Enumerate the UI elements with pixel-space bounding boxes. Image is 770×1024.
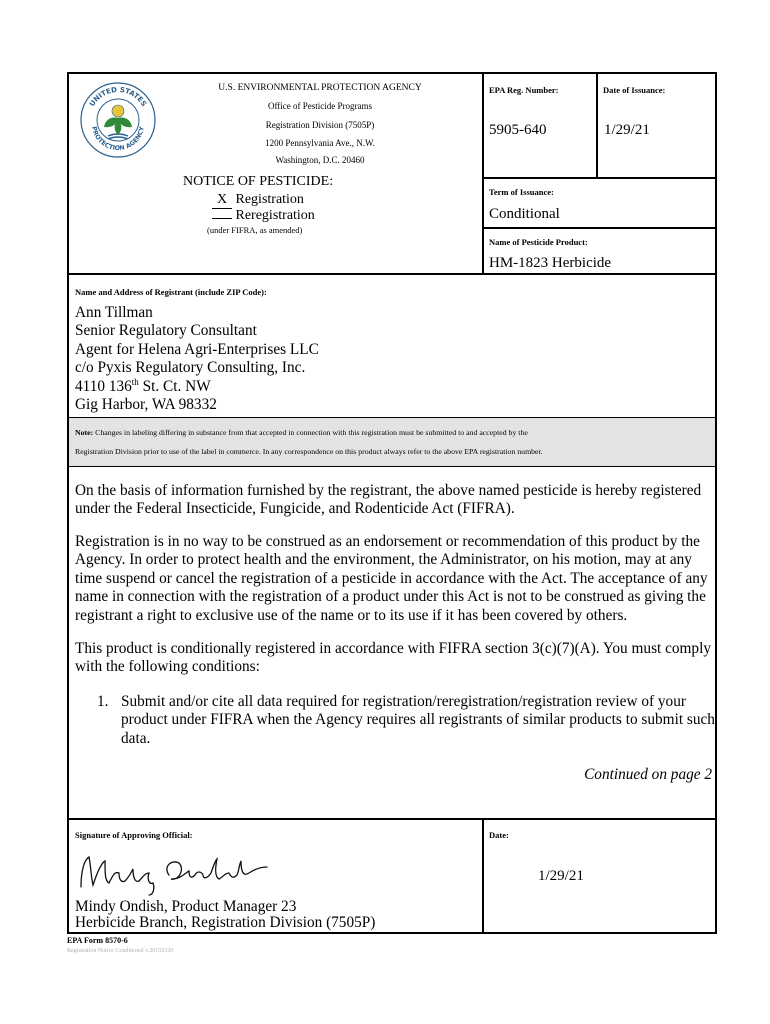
registration-mark: X <box>212 192 232 209</box>
notice-subtitle: (under FIFRA, as amended) <box>207 225 303 235</box>
agency-street: 1200 Pennsylvania Ave., N.W. <box>265 138 375 148</box>
reregistration-option-label: Reregistration <box>235 208 315 223</box>
term-label: Term of Issuance: <box>489 187 554 197</box>
condition-number: 1. <box>97 693 109 710</box>
signature-divider <box>482 818 484 934</box>
reregistration-option <box>212 208 315 224</box>
registrant-name: Ann Tillman <box>75 304 153 321</box>
form-number: EPA Form 8570-6 <box>67 936 128 945</box>
handwritten-signature <box>75 845 275 897</box>
body-paragraph-2: Registration is in no way to be construed as an endorsement or recommendation of this product by the Agency. In order to protect health and the environment, the Administrator, on his motion, may at any time suspend or cancel the registration of a pesticide in accordance with the Act. The acceptance of any name in connection with the registration of a product under this Act is not to be construed as giving the registrant a right to exclusive use of the name or to its use if it has been covered by others. <box>75 533 708 624</box>
note-label: Note: <box>75 428 94 437</box>
body-paragraph-3: This product is conditionally registered in accordance with FIFRA section 3(c)(7)(A). You must comply with the following conditions: <box>75 640 711 676</box>
registration-option-label: Registration <box>235 192 304 207</box>
approving-official-branch: Herbicide Branch, Registration Division (7505P) <box>75 914 376 931</box>
issuance-date-value: 1/29/21 <box>604 122 650 138</box>
approving-official-name: Mindy Ondish, Product Manager 23 <box>75 898 297 915</box>
registrant-street: 4110 136th St. Ct. NW <box>75 376 211 395</box>
body-paragraph-1: On the basis of information furnished by the registrant, the above named pesticide is hereby registered under the Federal Insecticide, Fungicide, and Rodenticide Act (FIFRA). <box>75 482 702 518</box>
condition-item-1: Submit and/or cite all data required for registration/reregistration/registration review of your product under FIFRA when the Agency requires all registrants of similar products to submit such data. <box>121 693 715 747</box>
agency-city: Washington, D.C. 20460 <box>275 155 365 165</box>
reregistration-mark <box>212 218 232 219</box>
signature-date-value: 1/29/21 <box>538 868 584 884</box>
notice-title: NOTICE OF PESTICIDE: <box>183 174 334 189</box>
reg-number-label: EPA Reg. Number: <box>489 85 559 95</box>
registrant-label: Name and Address of Registrant (include ZIP Code): <box>75 287 267 297</box>
product-name-value: HM-1823 Herbicide <box>489 255 612 271</box>
division-name: Registration Division (7505P) <box>265 120 375 130</box>
registrant-company: c/o Pyxis Regulatory Consulting, Inc. <box>75 359 306 377</box>
reg-row-bottom-line <box>482 177 717 179</box>
term-row-bottom-line <box>482 227 717 229</box>
form-version: Registration Notice Conditional v.20150320 <box>67 948 174 954</box>
agency-name: U.S. ENVIRONMENTAL PROTECTION AGENCY <box>218 83 422 93</box>
continued-note: Continued on page 2 <box>584 766 712 783</box>
epa-seal-icon <box>78 80 158 160</box>
note-text: Note: Changes in labeling differing in substance from that accepted in connection with this registration must be submitted to and accepted by the Registration Division prior to use of the label in commerce. In any correspondence on this product always refer to the above EPA registration number. <box>75 428 543 456</box>
reg-date-divider <box>596 72 598 177</box>
svg-text:PROTECTION AGENCY: PROTECTION AGENCY <box>90 125 146 153</box>
issuance-date-label: Date of Issuance: <box>603 85 666 95</box>
registrant-city: Gig Harbor, WA 98332 <box>75 396 217 414</box>
registrant-address <box>75 304 319 414</box>
reg-number-value: 5905-640 <box>489 122 547 138</box>
body-bottom-line <box>67 818 717 820</box>
product-name-label: Name of Pesticide Product: <box>489 237 588 247</box>
signature-date-label: Date: <box>489 830 509 840</box>
signature-label: Signature of Approving Official: <box>75 830 193 840</box>
header-bottom-line <box>67 273 717 275</box>
note-bottom-line <box>67 466 717 467</box>
term-value: Conditional <box>489 206 560 222</box>
office-name: Office of Pesticide Programs <box>267 101 373 111</box>
svg-text:UNITED STATES: UNITED STATES <box>88 85 148 108</box>
registrant-agent: Agent for Helena Agri-Enterprises LLC <box>75 340 319 358</box>
registration-option <box>212 192 304 209</box>
header-divider-vertical <box>482 72 484 274</box>
registrant-title: Senior Regulatory Consultant <box>75 322 257 340</box>
